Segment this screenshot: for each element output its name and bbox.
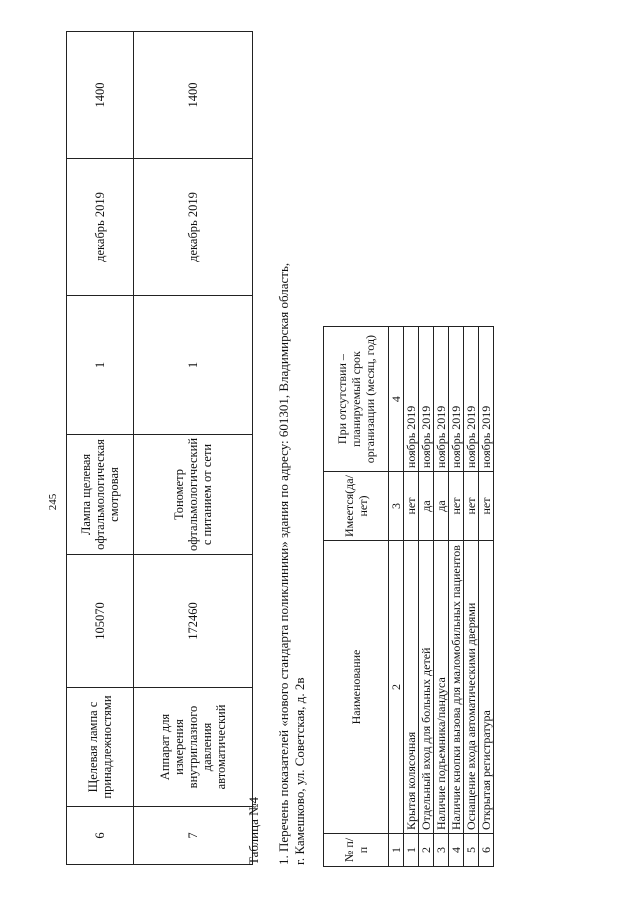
indicator-plan: ноябрь 2019 <box>464 327 479 472</box>
row-number: 5 <box>464 834 479 867</box>
equipment-date: декабрь 2019 <box>67 159 134 296</box>
header-name: Наименование <box>324 541 389 834</box>
indicator-name: Открытая регистратура <box>479 541 494 834</box>
row-number: 6 <box>67 807 134 865</box>
equipment-quantity: 1 <box>134 296 253 435</box>
row-number: 3 <box>434 834 449 867</box>
standard-indicators-table <box>323 326 494 867</box>
column-number: 2 <box>389 541 404 834</box>
table-row <box>434 327 449 867</box>
row-number: 6 <box>479 834 494 867</box>
equipment-date: декабрь 2019 <box>134 159 253 296</box>
table-row <box>419 327 434 867</box>
intro-text-line: 1. Перечень показателей «нового стандарта поликлиники» здания по адресу: 601301, Владимирская область, <box>276 262 291 865</box>
table-row <box>134 32 253 865</box>
indicator-has: да <box>434 472 449 541</box>
table-label: Таблица №4 <box>246 796 261 865</box>
equipment-code: 172460 <box>134 555 253 688</box>
indicator-name: Наличие кнопки вызова для маломобильных пациентов <box>449 541 464 834</box>
equipment-model: Лампа щелевая офтальмологическая смотровая <box>67 435 134 555</box>
indicator-name: Оснащение входа автоматическими дверями <box>464 541 479 834</box>
equipment-table <box>66 31 253 865</box>
column-number: 3 <box>389 472 404 541</box>
column-number: 1 <box>389 834 404 867</box>
equipment-price: 1400 <box>67 32 134 159</box>
intro-text-line: г. Камешково, ул. Советская, д. 2в <box>292 677 307 865</box>
table-row <box>464 327 479 867</box>
equipment-quantity: 1 <box>67 296 134 435</box>
indicator-has: нет <box>449 472 464 541</box>
header-plan: При отсутствии – планируемый срок организации (месяц, год) <box>324 327 389 472</box>
indicator-name: Отдельный вход для больных детей <box>419 541 434 834</box>
equipment-model: Тонометр офтальмологический с питанием от сети <box>134 435 253 555</box>
row-number: 2 <box>419 834 434 867</box>
indicator-has: нет <box>404 472 419 541</box>
column-number: 4 <box>389 327 404 472</box>
table-row <box>449 327 464 867</box>
indicator-name: Крытая колясочная <box>404 541 419 834</box>
equipment-code: 105070 <box>67 555 134 688</box>
indicator-plan: ноябрь 2019 <box>419 327 434 472</box>
table-row <box>67 32 134 865</box>
equipment-name: Аппарат для измерения внутриглазного давления автоматический <box>134 688 253 807</box>
indicator-name: Наличие подъемника/пандуса <box>434 541 449 834</box>
header-num: № п/п <box>324 834 389 867</box>
equipment-price: 1400 <box>134 32 253 159</box>
column-number-row <box>389 327 404 867</box>
header-has: Имеется(да/нет) <box>324 472 389 541</box>
indicator-plan: ноябрь 2019 <box>404 327 419 472</box>
indicator-plan: ноябрь 2019 <box>449 327 464 472</box>
indicator-plan: ноябрь 2019 <box>434 327 449 472</box>
table-row <box>479 327 494 867</box>
page-number: 245 <box>47 493 59 511</box>
indicator-plan: ноябрь 2019 <box>479 327 494 472</box>
row-number: 7 <box>134 807 253 865</box>
indicator-has: да <box>419 472 434 541</box>
table-row <box>404 327 419 867</box>
row-number: 1 <box>404 834 419 867</box>
equipment-name: Щелевая лампа с принадлежностями <box>67 688 134 807</box>
row-number: 4 <box>449 834 464 867</box>
indicator-has: нет <box>464 472 479 541</box>
indicator-has: нет <box>479 472 494 541</box>
table-header-row <box>324 327 389 867</box>
